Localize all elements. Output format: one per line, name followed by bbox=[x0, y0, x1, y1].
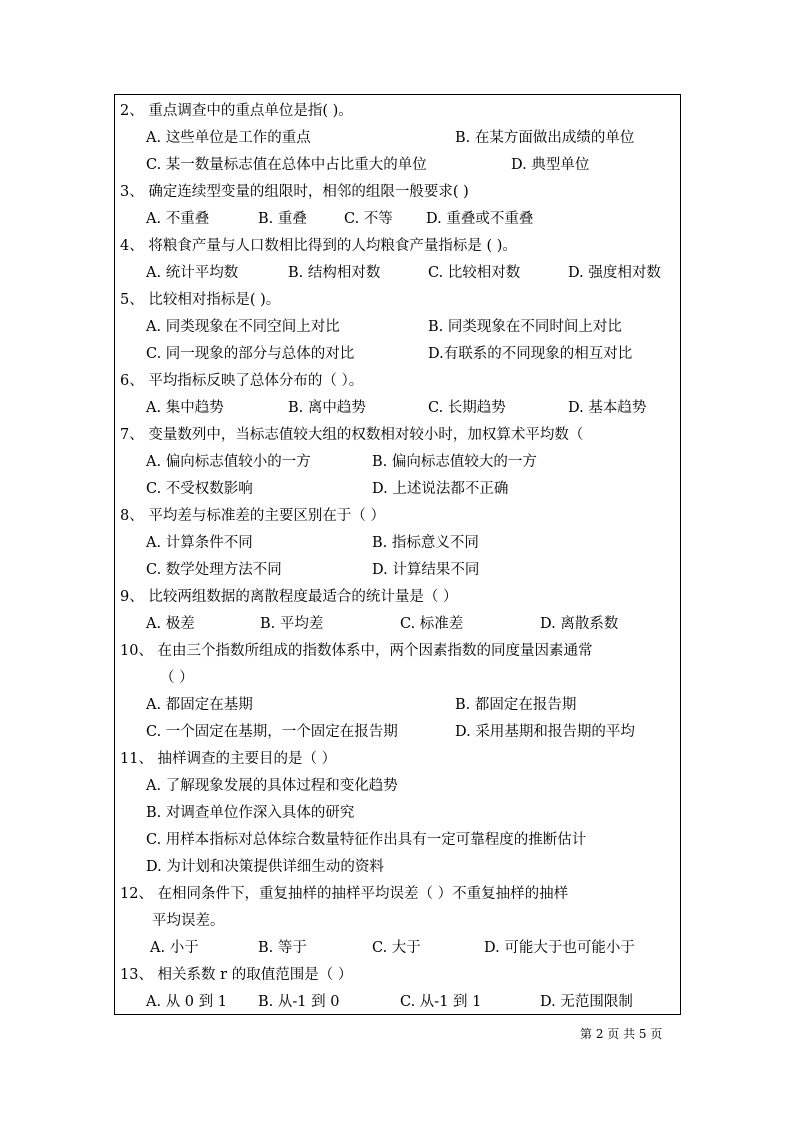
option: B. 结构相对数 bbox=[288, 265, 381, 281]
option: A. 不重叠 bbox=[146, 211, 210, 227]
option: C. 从-1 到 1 bbox=[400, 994, 482, 1010]
question-stem: 8、 平均差与标准差的主要区别在于（ ） bbox=[120, 508, 385, 524]
option: B. 在某方面做出成绩的单位 bbox=[455, 130, 635, 146]
option: C. 同一现象的部分与总体的对比 bbox=[146, 346, 355, 362]
question-stem: 12、 在相同条件下，重复抽样的抽样平均误差（ ）不重复抽样的抽样 bbox=[120, 886, 569, 902]
option: D. 强度相对数 bbox=[568, 265, 661, 281]
question-stem: 2、 重点调查中的重点单位是指( )。 bbox=[120, 103, 353, 119]
option: D. 上述说法都不正确 bbox=[372, 481, 509, 497]
option: B. 从-1 到 0 bbox=[258, 994, 340, 1010]
option: A. 集中趋势 bbox=[146, 400, 224, 416]
option: D. 典型单位 bbox=[511, 157, 590, 173]
question-stem: 7、 变量数列中，当标志值较大组的权数相对较小时，加权算术平均数（ bbox=[120, 427, 584, 443]
option: C. 不等 bbox=[344, 211, 393, 227]
question-stem-cont: 平均误差。 bbox=[152, 913, 225, 929]
question-stem: 5、 比较相对指标是( )。 bbox=[120, 292, 281, 308]
option: D. 采用基期和报告期的平均 bbox=[455, 724, 635, 740]
option: B. 等于 bbox=[258, 940, 307, 956]
option: C. 标准差 bbox=[400, 616, 464, 632]
option: C. 数学处理方法不同 bbox=[146, 562, 282, 578]
option: B. 重叠 bbox=[258, 211, 307, 227]
option: D. 为计划和决策提供详细生动的资料 bbox=[146, 859, 384, 875]
option: C. 一个固定在基期，一个固定在报告期 bbox=[146, 724, 398, 740]
option: B. 平均差 bbox=[260, 616, 324, 632]
option: C. 用样本指标对总体综合数量特征作出具有一定可靠程度的推断估计 bbox=[146, 832, 587, 848]
option: A. 了解现象发展的具体过程和变化趋势 bbox=[146, 778, 398, 794]
option: A. 都固定在基期 bbox=[146, 697, 253, 713]
option: D. 离散系数 bbox=[540, 616, 619, 632]
question-stem: 4、 将粮食产量与人口数相比得到的人均粮食产量指标是 ( )。 bbox=[120, 238, 517, 254]
option: C. 长期趋势 bbox=[428, 400, 506, 416]
option: D. 可能大于也可能小于 bbox=[484, 940, 635, 956]
option: D. 计算结果不同 bbox=[372, 562, 480, 578]
option: D. 基本趋势 bbox=[568, 400, 647, 416]
option: A. 计算条件不同 bbox=[146, 535, 253, 551]
question-stem: 3、 确定连续型变量的组限时，相邻的组限一般要求( ) bbox=[120, 184, 469, 200]
option: A. 这些单位是工作的重点 bbox=[146, 130, 311, 146]
option: C. 某一数量标志值在总体中占比重大的单位 bbox=[146, 157, 427, 173]
option: A. 同类现象在不同空间上对比 bbox=[146, 319, 340, 335]
option: D. 无范围限制 bbox=[540, 994, 633, 1010]
option: A. 统计平均数 bbox=[146, 265, 239, 281]
option: C. 比较相对数 bbox=[428, 265, 521, 281]
question-stem: 6、 平均指标反映了总体分布的（ ）。 bbox=[120, 373, 364, 389]
option: A. 小于 bbox=[150, 940, 199, 956]
option: A. 偏向标志值较小的一方 bbox=[146, 454, 311, 470]
question-frame bbox=[114, 94, 681, 1015]
option: B. 都固定在报告期 bbox=[455, 697, 577, 713]
option: D.有联系的不同现象的相互对比 bbox=[428, 346, 633, 362]
question-stem-cont: （ ） bbox=[160, 670, 194, 686]
question-stem: 13、 相关系数 r 的取值范围是（ ） bbox=[120, 967, 353, 983]
option: C. 不受权数影响 bbox=[146, 481, 253, 497]
option: B. 对调查单位作深入具体的研究 bbox=[146, 805, 355, 821]
option: D. 重叠或不重叠 bbox=[426, 211, 534, 227]
option: A. 从 0 到 1 bbox=[146, 994, 227, 1010]
page-number: 第 2 页 共 5 页 bbox=[580, 1027, 663, 1041]
question-stem: 10、 在由三个指数所组成的指数体系中，两个因素指数的同度量因素通常 bbox=[120, 643, 593, 659]
option: B. 指标意义不同 bbox=[372, 535, 479, 551]
option: B. 偏向标志值较大的一方 bbox=[372, 454, 537, 470]
question-stem: 9、 比较两组数据的离散程度最适合的统计量是（ ） bbox=[120, 589, 458, 605]
option: B. 同类现象在不同时间上对比 bbox=[428, 319, 622, 335]
option: C. 大于 bbox=[372, 940, 421, 956]
option: A. 极差 bbox=[146, 616, 195, 632]
option: B. 离中趋势 bbox=[288, 400, 366, 416]
question-stem: 11、 抽样调查的主要目的是（ ） bbox=[120, 751, 337, 767]
